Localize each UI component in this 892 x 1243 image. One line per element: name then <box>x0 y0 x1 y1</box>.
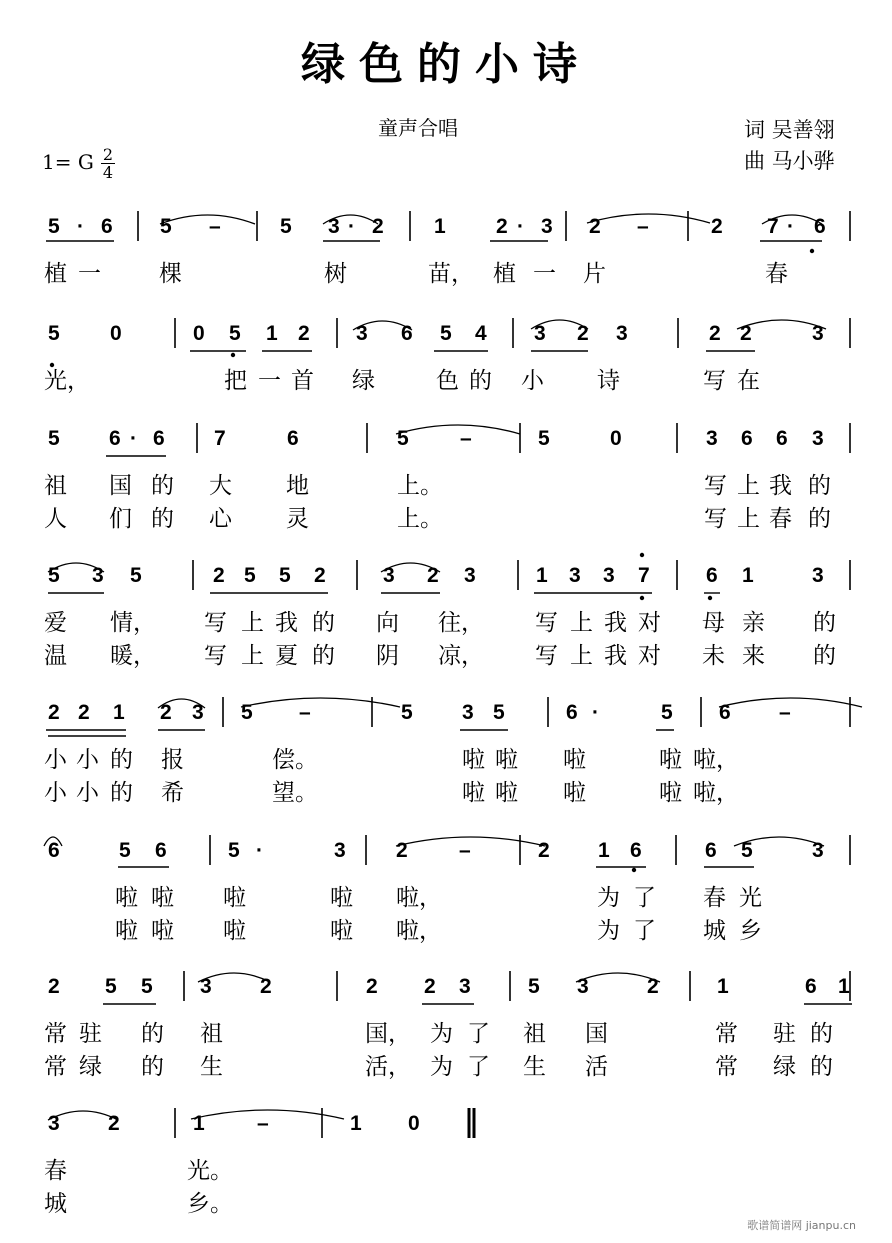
lyric-char: 啦， <box>396 885 442 911</box>
lyric-char: 啦， <box>693 747 739 773</box>
lyric-char: 片 <box>583 261 606 287</box>
lyric-char: 树 <box>324 261 347 287</box>
lyric-char: 的 <box>151 506 174 532</box>
note: 6 <box>287 427 299 450</box>
lyric-char: 一 <box>258 368 281 394</box>
octave-dot <box>810 249 814 253</box>
lyric-char: 在 <box>737 368 760 394</box>
lyric-char: 上 <box>570 610 593 636</box>
lyric-char: 上。 <box>397 473 443 499</box>
lyric-char: 首 <box>291 368 314 394</box>
slur-arc <box>241 698 400 707</box>
lyric-char: 春 <box>703 885 726 911</box>
note: 3 <box>616 322 628 345</box>
lyric-char: 暖， <box>110 643 156 669</box>
note: 6 <box>705 839 717 862</box>
note: 3 <box>812 322 824 345</box>
lyric-char: 啦 <box>495 747 518 773</box>
note: 2 <box>538 839 550 862</box>
lyric-char: 光 <box>739 885 762 911</box>
lyric-char: 我 <box>769 473 792 499</box>
note: 5 <box>279 564 291 587</box>
dot-mark: · <box>592 701 599 724</box>
lyric-char: 光。 <box>187 1158 233 1184</box>
lyric-char: 望。 <box>272 780 318 806</box>
lyric-char: 们 <box>109 506 132 532</box>
lyric-char: 常 <box>715 1021 738 1047</box>
note: 5 <box>244 564 256 587</box>
dash-mark: – <box>299 701 311 724</box>
note: 2 <box>298 322 310 345</box>
note: 3 <box>812 427 824 450</box>
note: 1 <box>350 1112 362 1135</box>
lyric-char: 写 <box>535 610 558 636</box>
note: 2 <box>213 564 225 587</box>
note: 1 <box>717 975 729 998</box>
lyric-char: 啦 <box>563 780 586 806</box>
lyric-char: 写 <box>204 643 227 669</box>
lyric-char: 啦 <box>563 747 586 773</box>
note: 2 <box>314 564 326 587</box>
lyric-char: 写 <box>704 473 727 499</box>
lyric-char: 上 <box>241 610 264 636</box>
note: 5 <box>493 701 505 724</box>
lyric-char: 的 <box>808 473 831 499</box>
lyric-char: 植 <box>493 261 516 287</box>
lyric-char: 上 <box>570 643 593 669</box>
lyric-char: 的 <box>110 747 133 773</box>
lyric-char: 春 <box>769 506 792 532</box>
lyric-char: 小 <box>521 368 544 394</box>
lyric-char: 写 <box>704 506 727 532</box>
note: 6 <box>566 701 578 724</box>
note: 3 <box>706 427 718 450</box>
note: 1 <box>113 701 125 724</box>
lyric-char: 活 <box>585 1054 608 1080</box>
note: 2 <box>260 975 272 998</box>
lyric-char: 未 <box>702 643 725 669</box>
lyric-char: 报 <box>161 747 184 773</box>
note: 5 <box>229 322 241 345</box>
note: 6 <box>776 427 788 450</box>
note: 5 <box>105 975 117 998</box>
note: 2 <box>396 839 408 862</box>
lyric-char: 上。 <box>397 506 443 532</box>
dash-mark: – <box>459 839 471 862</box>
lyric-char: 我 <box>604 643 627 669</box>
lyric-char: 凉， <box>438 643 484 669</box>
lyric-char: 春 <box>44 1158 67 1184</box>
lyric-char: 人 <box>44 506 67 532</box>
lyric-char: 绿 <box>352 368 375 394</box>
dash-mark: – <box>779 701 791 724</box>
note: 5 <box>528 975 540 998</box>
lyric-char: 我 <box>604 610 627 636</box>
lyric-char: 常 <box>44 1054 67 1080</box>
note: 2 <box>740 322 752 345</box>
lyric-char: 国 <box>109 473 132 499</box>
note: 2 <box>48 975 60 998</box>
lyric-char: 绿 <box>79 1054 102 1080</box>
lyric-char: 把 <box>224 368 247 394</box>
lyric-char: 的 <box>151 473 174 499</box>
lyric-char: 啦 <box>495 780 518 806</box>
note: 3 <box>534 322 546 345</box>
note: 5 <box>228 839 240 862</box>
lyric-char: 常 <box>44 1021 67 1047</box>
note: 7 <box>638 564 650 587</box>
octave-dot <box>640 553 644 557</box>
note: 1 <box>742 564 754 587</box>
lyric-char: 祖 <box>44 473 67 499</box>
lyric-char: 写 <box>535 643 558 669</box>
lyric-char: 国， <box>365 1021 411 1047</box>
lyric-char: 上 <box>241 643 264 669</box>
lyric-char: 啦 <box>659 780 682 806</box>
octave-dot <box>50 363 54 367</box>
note: 4 <box>475 322 487 345</box>
note: 1 <box>266 322 278 345</box>
dash-mark: – <box>209 215 221 238</box>
lyric-char: 小 <box>44 780 67 806</box>
note: 3 <box>200 975 212 998</box>
song-title: 绿色的小诗 <box>301 39 591 90</box>
note: 0 <box>408 1112 420 1135</box>
lyric-char: 光， <box>44 368 90 394</box>
note: 3 <box>812 839 824 862</box>
lyric-char: 啦 <box>462 747 485 773</box>
lyricist-credit: 词 吴善翎 <box>744 118 835 142</box>
lyric-char: 的 <box>110 780 133 806</box>
note: 5 <box>280 215 292 238</box>
note: 6 <box>153 427 165 450</box>
octave-dot <box>708 596 712 600</box>
lyric-char: 希 <box>161 780 184 806</box>
lyric-char: 啦 <box>223 885 246 911</box>
lyric-char: 啦 <box>462 780 485 806</box>
lyric-char: 偿。 <box>272 747 318 773</box>
dot-mark: · <box>348 215 355 238</box>
lyric-char: 乡。 <box>187 1191 233 1217</box>
note: 0 <box>193 322 205 345</box>
note: 5 <box>130 564 142 587</box>
note: 7 <box>767 215 779 238</box>
lyric-char: 夏 <box>275 643 298 669</box>
lyric-char: 了 <box>467 1054 490 1080</box>
note: 2 <box>711 215 723 238</box>
note: 0 <box>110 322 122 345</box>
octave-dot <box>640 596 644 600</box>
lyric-char: 的 <box>813 643 836 669</box>
note: 1 <box>838 975 850 998</box>
octave-dot <box>632 868 636 872</box>
lyric-char: 驻 <box>79 1021 102 1047</box>
lyric-char: 城 <box>44 1191 67 1217</box>
lyric-char: 啦， <box>396 918 442 944</box>
note: 2 <box>366 975 378 998</box>
lyric-char: 的 <box>141 1021 164 1047</box>
note: 2 <box>48 701 60 724</box>
note: 6 <box>814 215 826 238</box>
lyric-char: 大 <box>209 473 232 499</box>
note: 2 <box>647 975 659 998</box>
lyric-char: 祖 <box>200 1021 223 1047</box>
lyric-char: 苗， <box>428 261 474 287</box>
slur-arc <box>396 425 520 434</box>
subtitle: 童声合唱 <box>378 116 458 140</box>
lyric-char: 上 <box>737 473 760 499</box>
dash-mark: – <box>460 427 472 450</box>
note: 6 <box>48 839 60 862</box>
lyric-char: 上 <box>737 506 760 532</box>
lyric-char: 小 <box>76 780 99 806</box>
note: 5 <box>119 839 131 862</box>
lyric-char: 活， <box>365 1054 411 1080</box>
lyric-char: 的 <box>141 1054 164 1080</box>
lyric-char: 一 <box>533 261 556 287</box>
lyric-char: 往， <box>438 610 484 636</box>
note: 3 <box>577 975 589 998</box>
lyric-char: 城 <box>703 918 726 944</box>
note: 2 <box>427 564 439 587</box>
lyric-char: 写 <box>703 368 726 394</box>
lyric-char: 阴 <box>376 643 399 669</box>
note: 5 <box>741 839 753 862</box>
note: 1 <box>434 215 446 238</box>
octave-dot <box>231 353 235 357</box>
lyric-char: 啦 <box>115 885 138 911</box>
note: 2 <box>160 701 172 724</box>
lyric-char: 我 <box>275 610 298 636</box>
lyric-char: 温 <box>44 643 67 669</box>
lyric-char: 写 <box>204 610 227 636</box>
note: 1 <box>598 839 610 862</box>
lyric-char: 啦 <box>223 918 246 944</box>
note: 5 <box>141 975 153 998</box>
lyric-char: 啦 <box>330 885 353 911</box>
note: 2 <box>589 215 601 238</box>
note: 6 <box>630 839 642 862</box>
lyric-char: 啦 <box>330 918 353 944</box>
dot-mark: · <box>77 215 84 238</box>
lyric-char: 的 <box>813 610 836 636</box>
dot-mark: · <box>256 839 263 862</box>
lyric-char: 小 <box>44 747 67 773</box>
lyric-char: 的 <box>810 1021 833 1047</box>
note: 5 <box>48 215 60 238</box>
lyric-char: 祖 <box>523 1021 546 1047</box>
lyric-char: 了 <box>633 918 656 944</box>
time-signature-bottom: 4 <box>102 163 114 182</box>
note: 5 <box>160 215 172 238</box>
note: 3 <box>462 701 474 724</box>
lyric-char: 色 <box>436 368 459 394</box>
note: 0 <box>610 427 622 450</box>
lyric-char: 常 <box>715 1054 738 1080</box>
lyric-char: 为 <box>430 1021 453 1047</box>
note: 3 <box>334 839 346 862</box>
lyric-char: 心 <box>209 506 232 532</box>
note: 2 <box>577 322 589 345</box>
lyric-char: 了 <box>467 1021 490 1047</box>
slur-arc <box>160 215 255 224</box>
note: 5 <box>48 322 60 345</box>
lyric-char: 啦 <box>659 747 682 773</box>
lyric-char: 对 <box>638 643 661 669</box>
lyric-char: 为 <box>597 918 620 944</box>
note: 6 <box>401 322 413 345</box>
dash-mark: – <box>257 1112 269 1135</box>
lyric-char: 的 <box>312 643 335 669</box>
lyric-char: 灵 <box>286 506 309 532</box>
note: 6 <box>805 975 817 998</box>
note: 5 <box>440 322 452 345</box>
lyric-char: 爱 <box>44 610 67 636</box>
note: 3 <box>383 564 395 587</box>
note: 3 <box>569 564 581 587</box>
dot-mark: · <box>130 427 137 450</box>
note: 6 <box>719 701 731 724</box>
note: 2 <box>78 701 90 724</box>
lyric-char: 国 <box>585 1021 608 1047</box>
note: 3 <box>603 564 615 587</box>
note: 7 <box>214 427 226 450</box>
note: 3 <box>356 322 368 345</box>
note: 1 <box>193 1112 205 1135</box>
note: 5 <box>48 564 60 587</box>
key-signature: 1= G <box>42 150 94 174</box>
note: 3 <box>48 1112 60 1135</box>
note: 5 <box>397 427 409 450</box>
dot-mark: · <box>787 215 794 238</box>
lyric-char: 为 <box>430 1054 453 1080</box>
lyric-char: 小 <box>76 747 99 773</box>
note: 6 <box>155 839 167 862</box>
lyric-char: 了 <box>633 885 656 911</box>
note: 2 <box>372 215 384 238</box>
note: 6 <box>741 427 753 450</box>
note: 3 <box>192 701 204 724</box>
lyric-char: 驻 <box>773 1021 796 1047</box>
note: 6 <box>109 427 121 450</box>
lyric-char: 为 <box>597 885 620 911</box>
watermark: 歌谱简谱网 jianpu.cn <box>747 1219 856 1232</box>
note: 6 <box>101 215 113 238</box>
note: 5 <box>48 427 60 450</box>
note: 5 <box>241 701 253 724</box>
note: 3 <box>541 215 553 238</box>
lyric-char: 地 <box>286 473 309 499</box>
note: 2 <box>709 322 721 345</box>
note: 5 <box>661 701 673 724</box>
lyric-char: 棵 <box>159 261 182 287</box>
note: 3 <box>92 564 104 587</box>
time-signature-top: 2 <box>102 145 114 164</box>
note: 2 <box>424 975 436 998</box>
lyric-char: 啦 <box>151 885 174 911</box>
lyric-char: 的 <box>312 610 335 636</box>
lyric-char: 生 <box>523 1054 546 1080</box>
lyric-char: 的 <box>808 506 831 532</box>
note: 3 <box>812 564 824 587</box>
dot-mark: · <box>517 215 524 238</box>
note: 5 <box>538 427 550 450</box>
lyric-char: 绿 <box>773 1054 796 1080</box>
lyric-char: 诗 <box>597 368 620 394</box>
lyric-char: 一 <box>78 261 101 287</box>
lyric-char: 啦 <box>115 918 138 944</box>
lyric-char: 的 <box>810 1054 833 1080</box>
composer-credit: 曲 马小骅 <box>744 149 835 173</box>
lyric-char: 生 <box>200 1054 223 1080</box>
dash-mark: – <box>637 215 649 238</box>
lyric-char: 植 <box>44 261 67 287</box>
note: 3 <box>328 215 340 238</box>
lyric-char: 乡 <box>739 918 762 944</box>
note: 6 <box>706 564 718 587</box>
lyric-char: 对 <box>638 610 661 636</box>
note: 2 <box>108 1112 120 1135</box>
note: 3 <box>459 975 471 998</box>
note: 3 <box>464 564 476 587</box>
note: 5 <box>401 701 413 724</box>
lyric-char: 来 <box>742 643 765 669</box>
note: 2 <box>496 215 508 238</box>
note: 1 <box>536 564 548 587</box>
lyric-char: 母 <box>702 610 725 636</box>
lyric-char: 春 <box>765 261 788 287</box>
lyric-char: 向 <box>376 610 399 636</box>
lyric-char: 亲 <box>742 610 765 636</box>
lyric-char: 的 <box>469 368 492 394</box>
lyric-char: 啦， <box>693 780 739 806</box>
lyric-char: 情， <box>110 610 156 636</box>
lyric-char: 啦 <box>151 918 174 944</box>
